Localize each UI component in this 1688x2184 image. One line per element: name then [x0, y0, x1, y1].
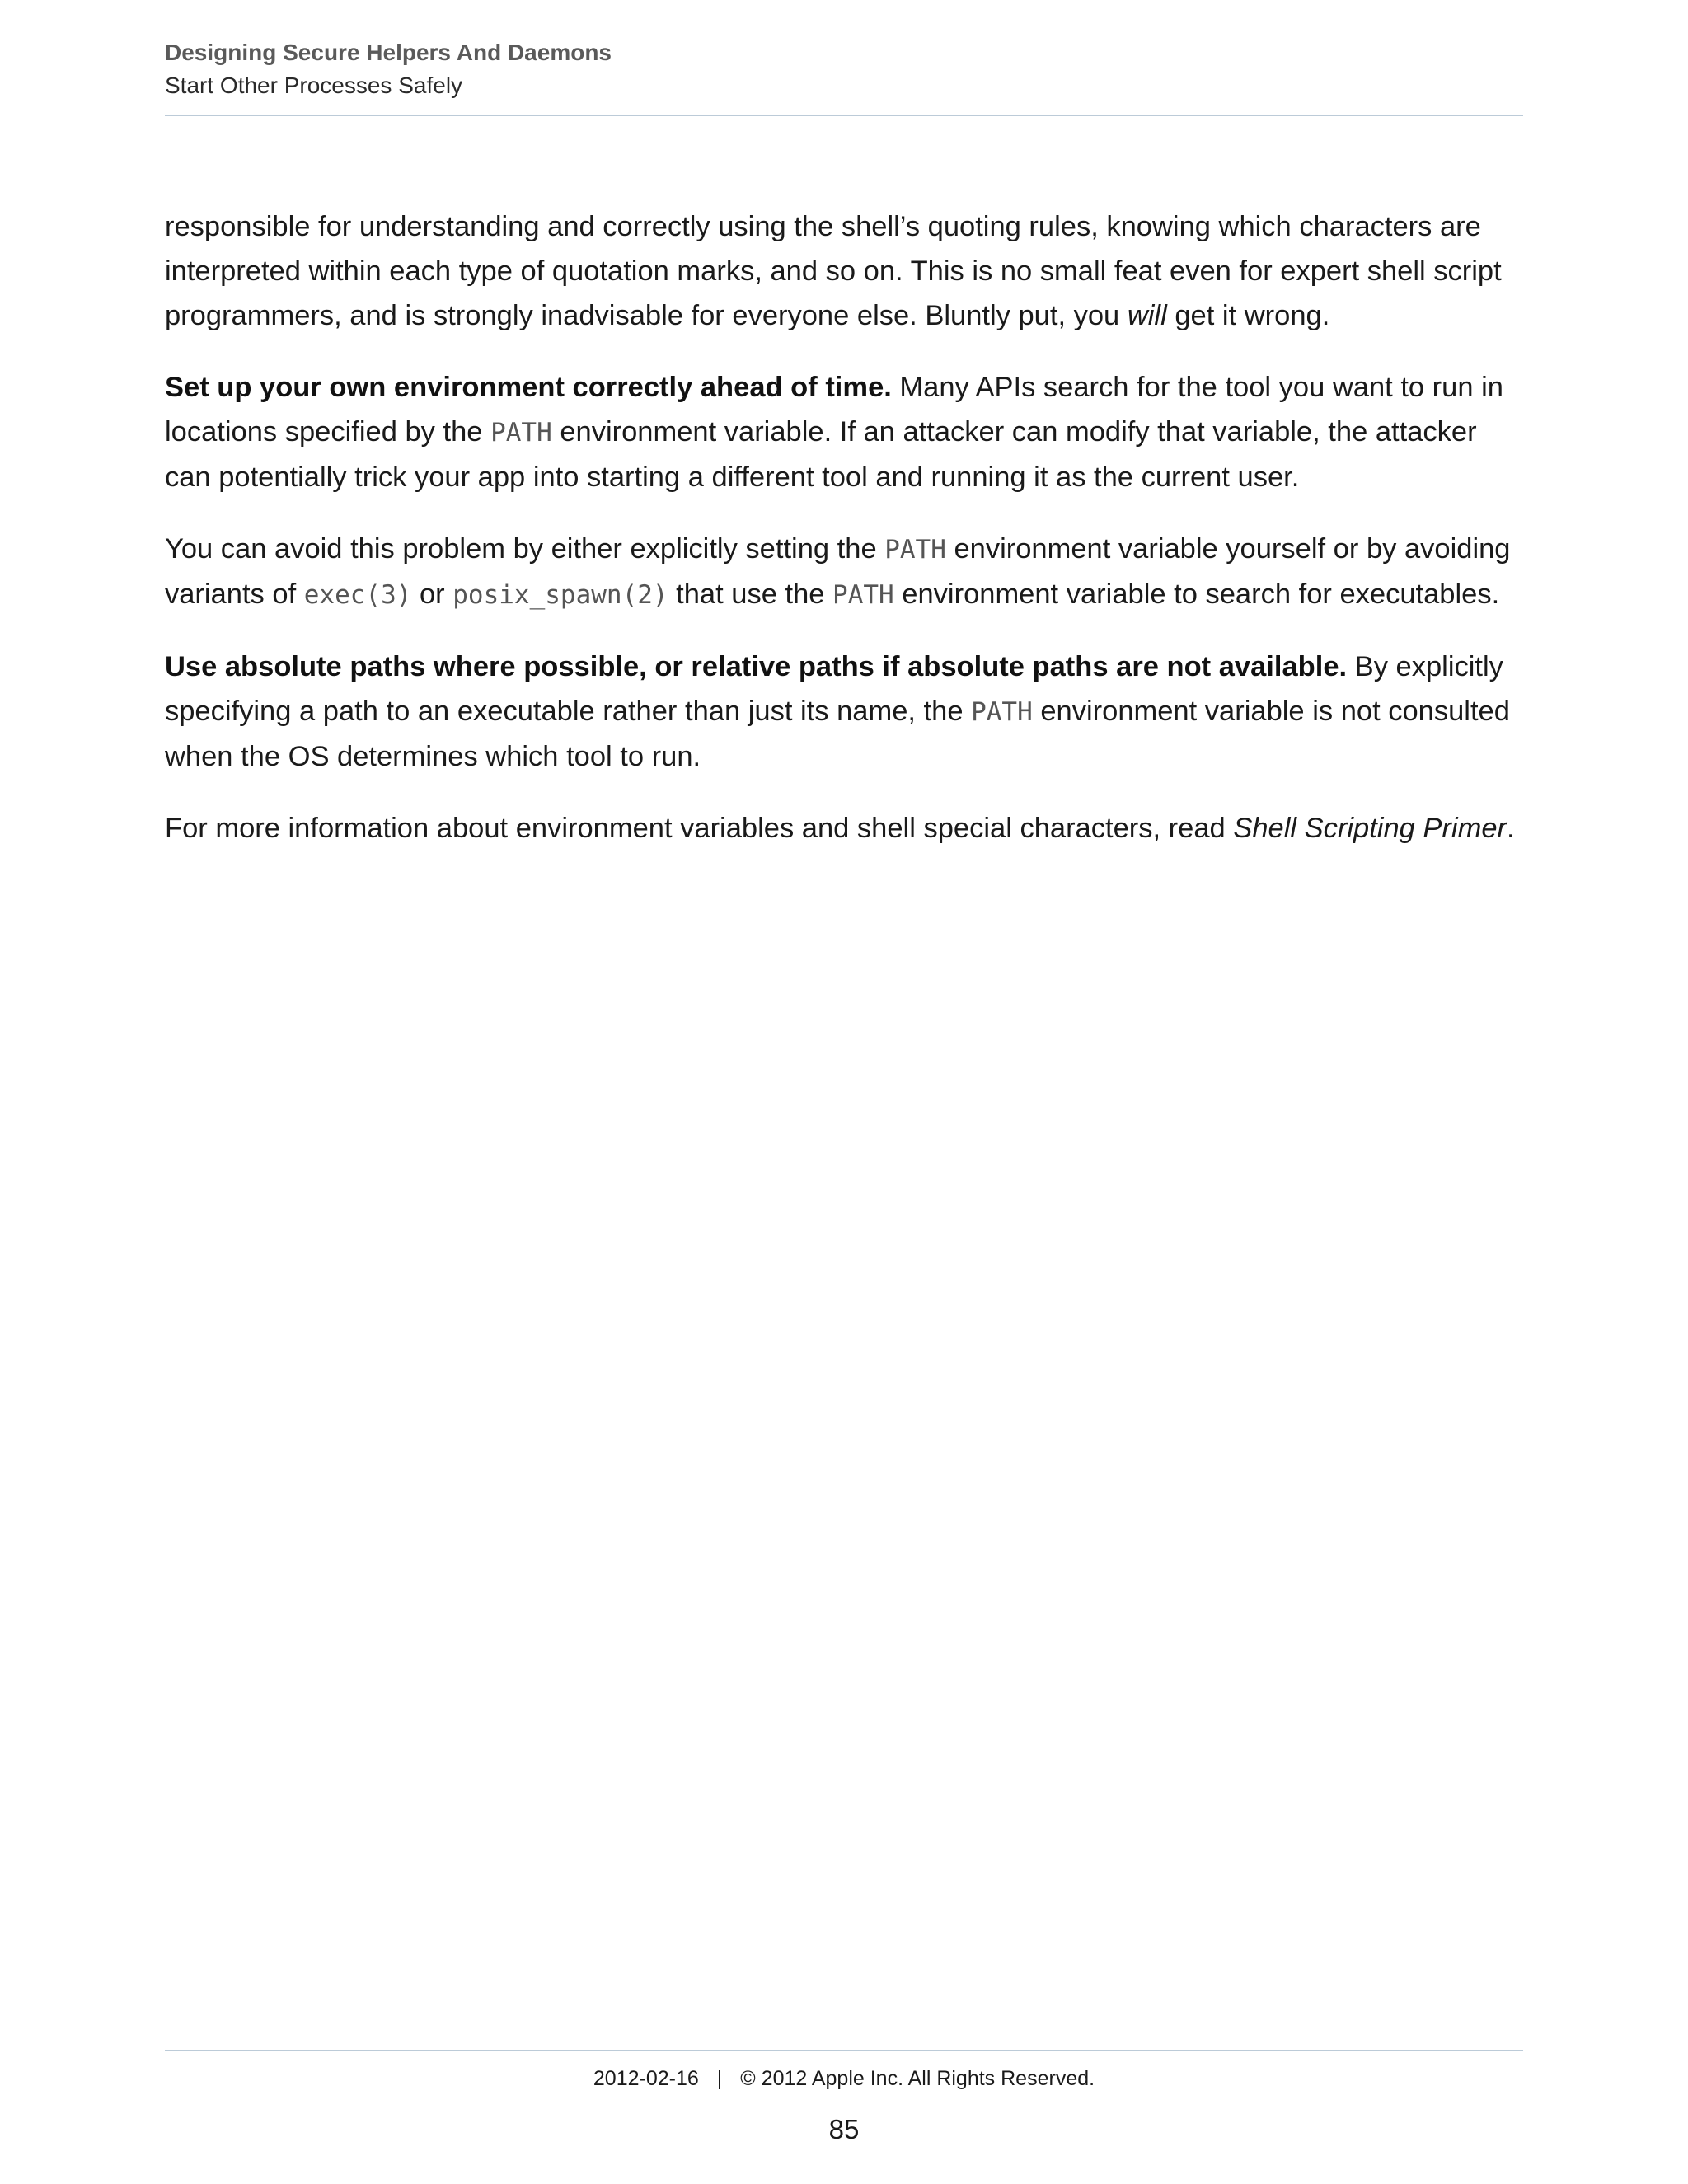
paragraph-text: that use the	[668, 579, 833, 610]
code-path: PATH	[884, 535, 946, 565]
paragraph-text: environment variable yourself or by avoiding variants of	[165, 533, 1511, 610]
code-posix-spawn: posix_spawn(2)	[452, 580, 668, 610]
paragraph-text: environment variable. If an attacker can modify that variable, the attacker can potentially trick your app into starting a different tool and running it as the current user.	[165, 416, 1477, 493]
header-chapter-title: Designing Secure Helpers And Daemons	[165, 40, 612, 65]
paragraph-text: get it wrong.	[1166, 300, 1330, 331]
paragraph-lead-heading: Use absolute paths where possible, or relative paths if absolute paths are not available.	[165, 651, 1348, 682]
page-header	[165, 36, 1523, 102]
paragraph-text: environment variable to search for executables.	[893, 579, 1500, 610]
paragraph-absolute-paths	[165, 644, 1525, 779]
footer-divider	[165, 2050, 1523, 2051]
paragraph-text: responsible for understanding and correctly using the shell’s quoting rules, knowing which characters are interpreted within each type of quotation marks, and so on. This is no small feat even for expert shell script programmers, and is strongly inadvisable for everyone else. Bluntly put, you	[165, 211, 1502, 331]
paragraph-lead-heading: Set up your own environment correctly ahead of time.	[165, 372, 892, 403]
paragraph-text: Many APIs search for the tool you want to run in locations specified by the	[165, 372, 1503, 448]
paragraph-avoid-path	[165, 527, 1525, 617]
code-path: PATH	[490, 418, 552, 448]
page-number: 85	[828, 2114, 860, 2144]
footer-date: 2012-02-16	[593, 2067, 699, 2090]
paragraph-environment-setup	[165, 365, 1525, 499]
header-section-title: Start Other Processes Safely	[165, 73, 463, 98]
code-path: PATH	[832, 580, 894, 610]
paragraph-text: .	[1507, 813, 1515, 844]
book-title-link[interactable]: Shell Scripting Primer	[1233, 813, 1507, 844]
paragraph-text: or	[411, 579, 453, 610]
paragraph-text: environment variable is not consulted when the OS determines which tool to run.	[165, 696, 1510, 772]
paragraph-more-info	[165, 806, 1525, 851]
code-exec: exec(3)	[303, 580, 412, 610]
paragraph-quoting-rules	[165, 204, 1525, 338]
paragraph-text: For more information about environment variables and shell special characters, read	[165, 813, 1234, 844]
header-divider	[165, 115, 1523, 116]
emphasis-text: will	[1127, 300, 1167, 331]
footer-copyright: © 2012 Apple Inc. All Rights Reserved.	[740, 2067, 1095, 2090]
footer-separator: |	[716, 2067, 723, 2090]
paragraph-text: You can avoid this problem by either explicitly setting the	[165, 533, 885, 565]
document-body	[165, 204, 1525, 878]
footer	[165, 2064, 1523, 2093]
paragraph-text: By explicitly specifying a path to an executable rather than just its name, the	[165, 651, 1503, 727]
code-path: PATH	[971, 697, 1033, 727]
